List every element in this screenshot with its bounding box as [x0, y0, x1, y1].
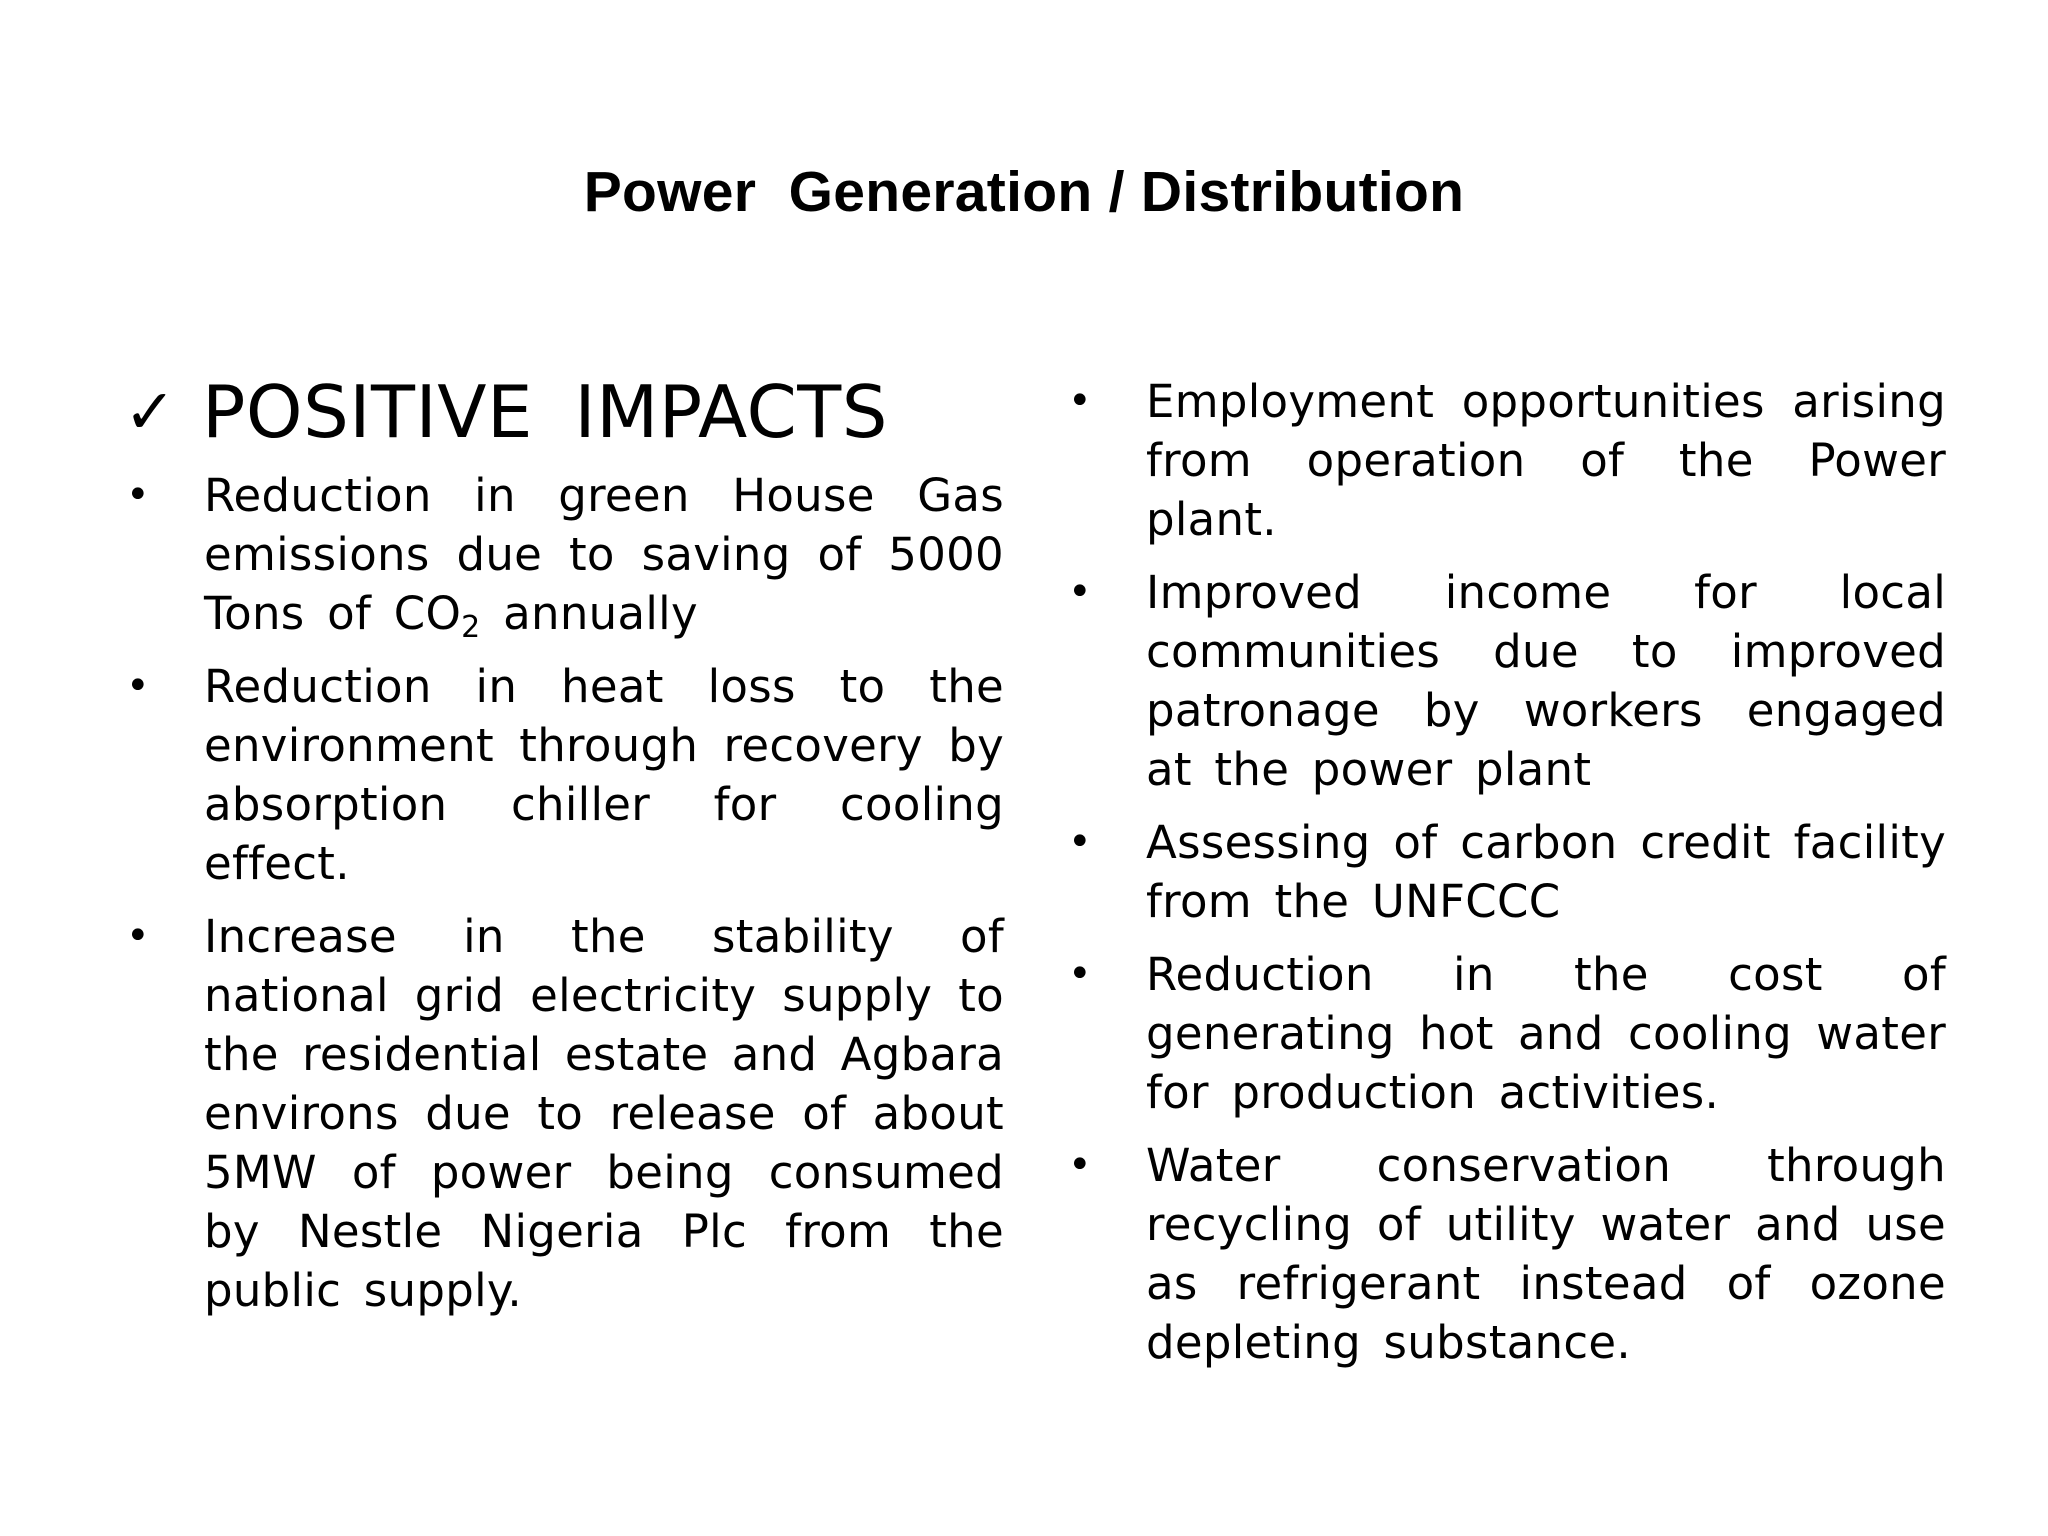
bullet-icon: • — [126, 472, 150, 518]
bullet-text — [204, 466, 1004, 643]
list-item — [1066, 372, 1946, 549]
list-item — [1066, 563, 1946, 799]
list-item — [1066, 945, 1946, 1122]
bullet-text: Reduction in heat loss to the environment through recovery by absorption chiller for cooling effect. — [204, 660, 1004, 890]
list-item — [124, 466, 1004, 643]
bullet-text: Increase in the stability of national grid electricity supply to the residential estate and Agbara environs due to release of about 5MW of power being consumed by Nestle Nigeria Plc from the public supply. — [204, 910, 1004, 1317]
left-bullet-list — [124, 466, 1004, 1320]
bullet-text-tail: annually — [480, 587, 698, 640]
bullet-text: Employment opportunities arising from operation of the Power plant. — [1146, 375, 1946, 546]
bullet-icon: • — [126, 913, 150, 959]
list-item — [124, 657, 1004, 893]
left-column — [124, 372, 1004, 1334]
bullet-icon: • — [1068, 569, 1092, 615]
bullet-text: Water conservation through recycling of utility water and use as refrigerant instead of ozone depleting substance. — [1146, 1139, 1946, 1369]
bullet-text: Improved income for local communities due to improved patronage by workers engaged at the power plant — [1146, 566, 1946, 796]
bullet-text-main: Reduction in green House Gas emissions due to saving of 5000 Tons of CO — [204, 469, 1004, 640]
checkmark-icon: ✓ — [124, 375, 176, 448]
heading-label: POSITIVE IMPACTS — [202, 370, 888, 454]
slide-title: Power Generation / Distribution — [583, 160, 1465, 224]
co2-subscript: 2 — [461, 610, 481, 645]
positive-impacts-heading — [124, 372, 1004, 466]
bullet-icon: • — [1068, 378, 1092, 424]
right-column — [1066, 372, 1946, 1386]
list-item — [124, 907, 1004, 1320]
bullet-icon: • — [1068, 1142, 1092, 1188]
bullet-text: Reduction in the cost of generating hot and cooling water for production activities. — [1146, 948, 1946, 1119]
bullet-icon: • — [1068, 951, 1092, 997]
bullet-icon: • — [1068, 819, 1092, 865]
list-item — [1066, 1136, 1946, 1372]
list-item — [1066, 813, 1946, 931]
right-bullet-list — [1066, 372, 1946, 1372]
bullet-icon: • — [126, 663, 150, 709]
bullet-text: Assessing of carbon credit facility from the UNFCCC — [1146, 816, 1946, 928]
